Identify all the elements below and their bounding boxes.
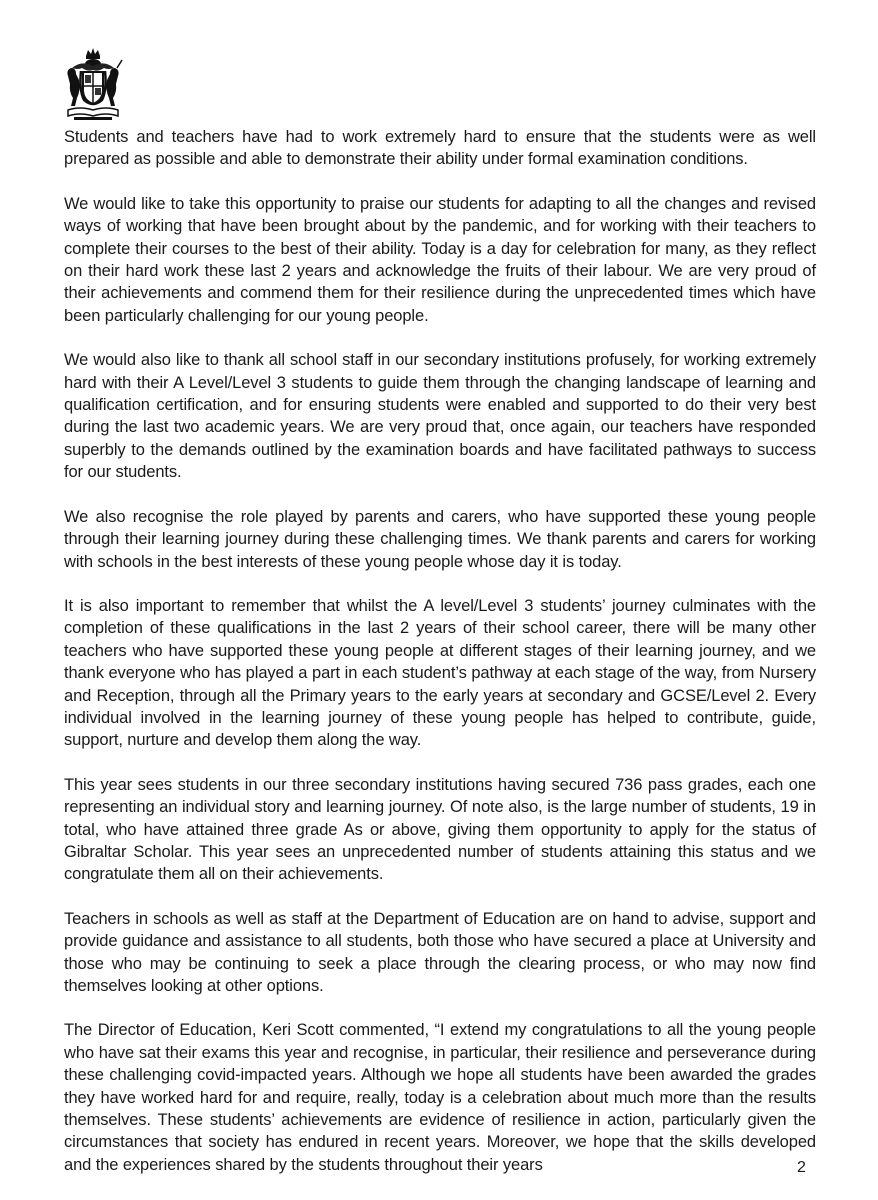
- paragraph: This year sees students in our three secondary institutions having secured 736 pass grades, each one representing an individual story and learning journey. Of note also, is the large number of students, 19 in total, who have attained three grade As or above, giving them opportunity to apply for the status of Gibraltar Scholar. This year sees an unprecedented number of students attaining this status and we congratulate them all on their achievements.: [64, 775, 816, 884]
- royal-coat-of-arms-icon: [62, 46, 124, 124]
- paragraph: Teachers in schools as well as staff at the Department of Education are on hand to advise, support and provide guidance and assistance to all students, both those who have secured a place at University and those who may be continuing to seek a place through the clearing process, or who may now find themselves looking at other options.: [64, 909, 816, 995]
- paragraph: We also recognise the role played by parents and carers, who have supported these young people through their learning journey during these challenging times. We thank parents and carers for working with schools in the best interests of these young people whose day it is today.: [64, 507, 816, 571]
- paragraph: We would also like to thank all school staff in our secondary institutions profusely, for working extremely hard with their A Level/Level 3 students to guide them through the changing landscape of learning and qualification certification, and for ensuring students were enabled and supported to do their very best during the last two academic years. We are very proud that, once again, our teachers have responded superbly to the demands outlined by the examination boards and have facilitated pathways to success for our students.: [64, 351, 816, 482]
- paragraph: Students and teachers have had to work extremely hard to ensure that the students were as well prepared as possible and able to demonstrate their ability under formal examination conditions.: [64, 128, 816, 169]
- paragraph: We would like to take this opportunity to praise our students for adapting to all the changes and revised ways of working that have been brought about by the pandemic, and for working with their teachers to complete their courses to the best of their ability. Today is a day for celebration for many, as they reflect on their hard work these last 2 years and acknowledge the fruits of their labour. We are very proud of their achievements and commend them for their resilience during the unprecedented times which have been particularly challenging for our young people.: [64, 194, 816, 325]
- letter-body: [64, 126, 816, 1198]
- paragraph: It is also important to remember that whilst the A level/Level 3 students’ journey culminates with the completion of these qualifications in the last 2 years of their school career, there will be many other teachers who have supported these young people at different stages of their learning journey, and we thank everyone who has played a part in each student’s pathway at each stage of the way, from Nursery and Reception, through all the Primary years to the early years at secondary and GCSE/Level 2. Every individual involved in the learning journey of these young people has helped to contribute, guide, support, nurture and develop them along the way.: [64, 596, 816, 750]
- paragraph: The Director of Education, Keri Scott commented, “I extend my congratulations to all the young people who have sat their exams this year and recognise, in particular, their resilience and perseverance during these challenging covid-impacted years. Although we hope all students have been awarded the grades they have worked hard for and require, really, today is a celebration about much more than the results themselves. These students’ achievements are evidence of resilience in action, particularly given the circumstances that society has endured in recent years. Moreover, we hope that the skills developed and the experiences shared by the students throughout their years: [64, 1021, 816, 1174]
- page-number: 2: [797, 1159, 806, 1176]
